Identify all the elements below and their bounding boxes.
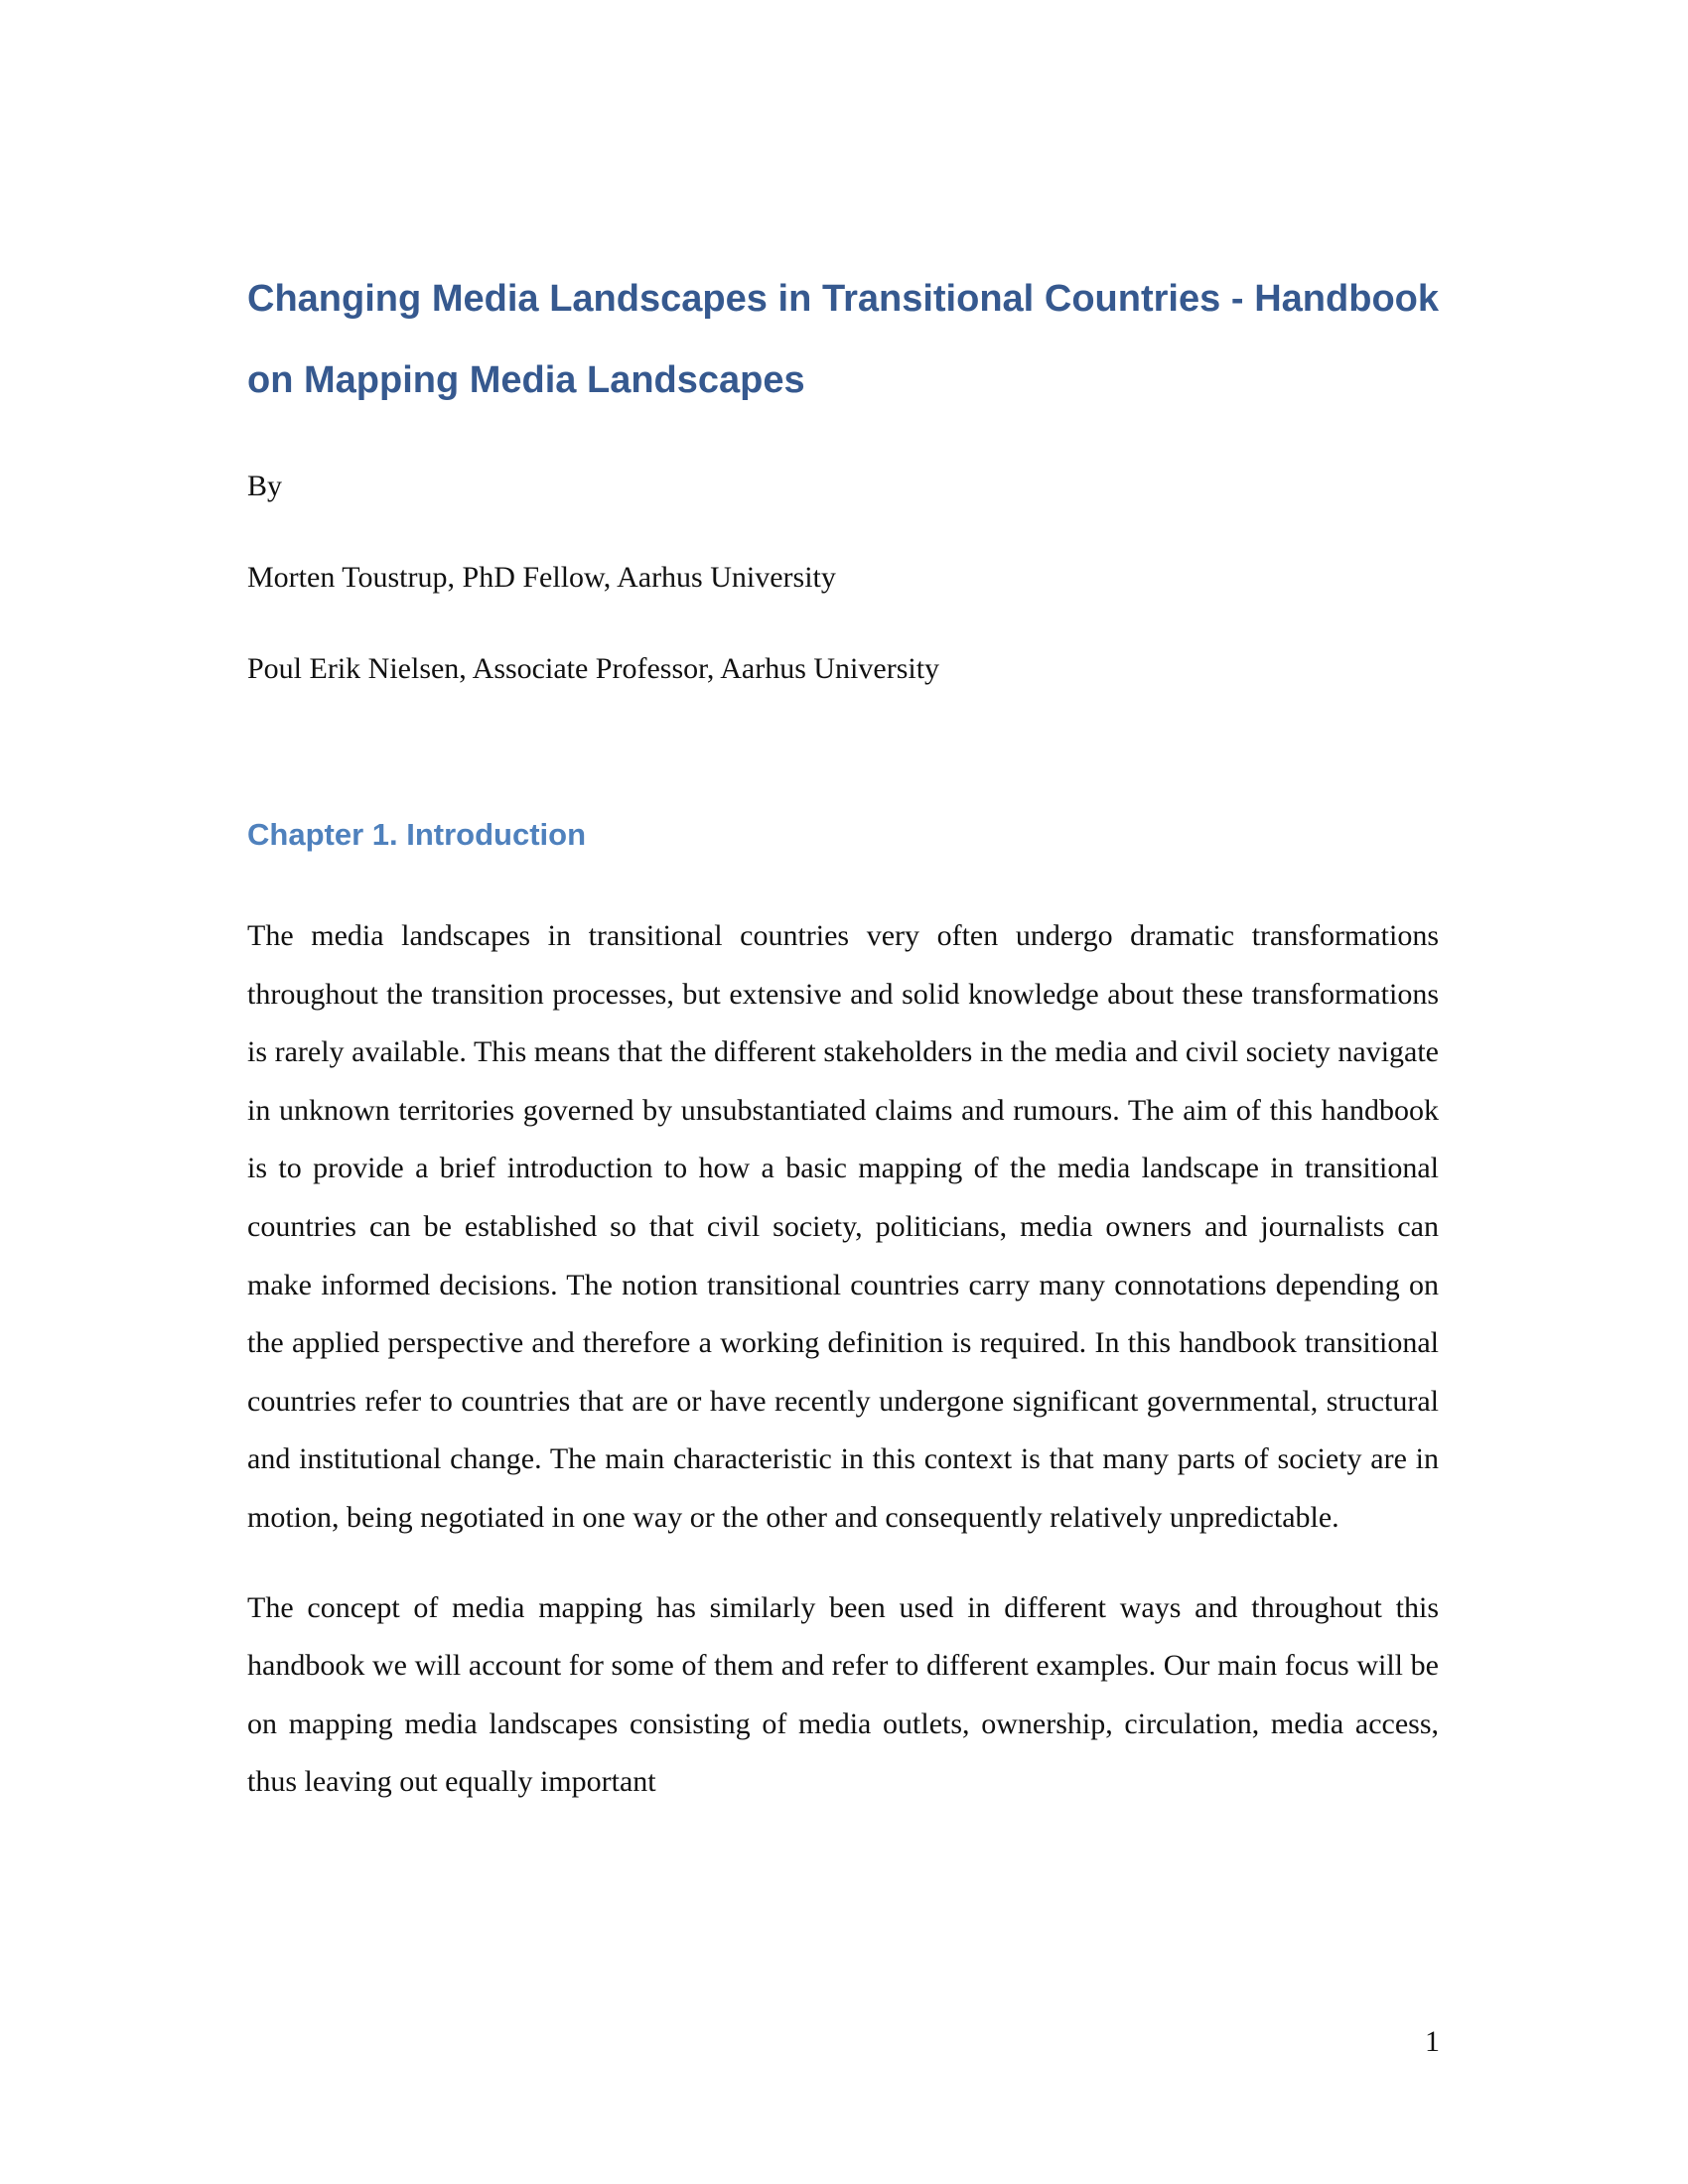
document-title: Changing Media Landscapes in Transitional Countries - Handbook on Mapping Media Landscapes [247, 278, 1439, 401]
author-line: Poul Erik Nielsen, Associate Professor, Aarhus University [247, 652, 940, 685]
author-line: Morten Toustrup, PhD Fellow, Aarhus University [247, 561, 836, 594]
body-paragraph: The concept of media mapping has similarly been used in different ways and throughout this handbook we will account for some of them and refer to different examples. Our main focus will be on mapping media landscapes consisting of media outlets, ownership, circulation, media access, thus leaving out equally important [247, 1590, 1439, 1799]
body-paragraph: The media landscapes in transitional countries very often undergo dramatic transformations throughout the transition processes, but extensive and solid knowledge about these transformations is rarely available. This means that the different stakeholders in the media and civil society navigate in unknown territories governed by unsubstantiated claims and rumours. The aim of this handbook is to provide a brief introduction to how a basic mapping of the media landscape in transitional countries can be established so that civil society, politicians, media owners and journalists can make informed decisions. The notion transitional countries carry many connotations depending on the applied perspective and therefore a working definition is required. In this handbook transitional countries refer to countries that are or have recently undergone significant governmental, structural and institutional change. The main characteristic in this context is that many parts of society are in motion, being negotiated in one way or the other and consequently relatively unpredictable. [247, 919, 1439, 1534]
paragraph-clip [247, 1548, 1439, 1816]
by-label: By [247, 470, 283, 502]
page-number: 1 [1425, 2025, 1440, 2058]
page-content [247, 258, 1439, 1816]
chapter-heading: Chapter 1. Introduction [247, 817, 586, 852]
